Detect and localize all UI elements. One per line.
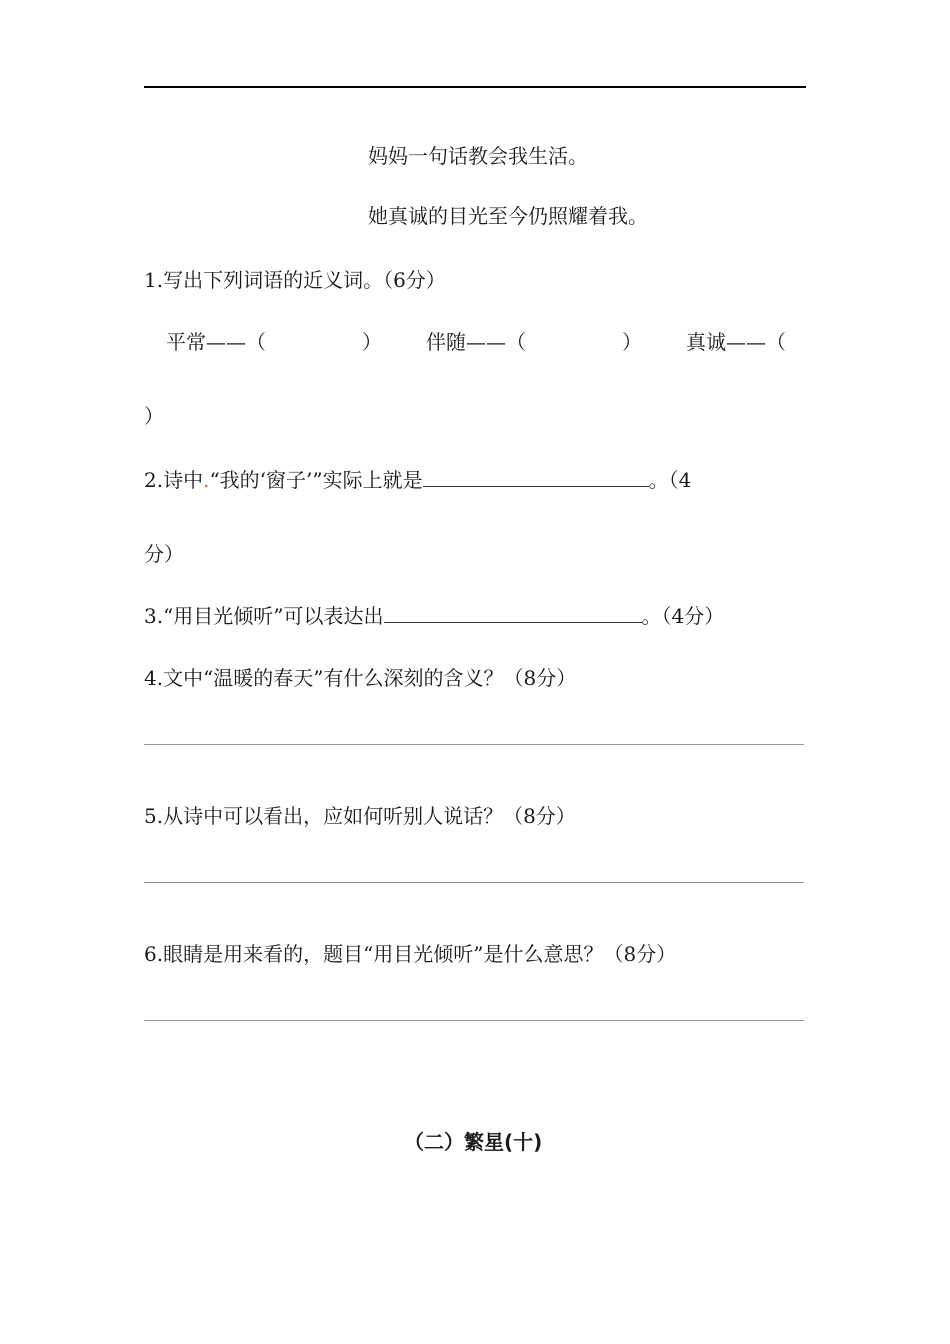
poem-line-1: 妈妈一句话教会我生活。 bbox=[368, 144, 588, 168]
q2-middle: “我的‘窗子’”实际上就是 bbox=[209, 468, 423, 492]
q3-prefix: 3.“用目光倾听”可以表达出 bbox=[144, 604, 384, 628]
q1-item-2-word: 伴随——（ bbox=[426, 330, 526, 354]
question-4: 4.文中“温暖的春天”有什么深刻的含义？（8分） bbox=[144, 666, 577, 690]
q2-wrap: 分） bbox=[144, 542, 184, 566]
question-5: 5.从诗中可以看出，应如何听别人说话？（8分） bbox=[144, 804, 576, 828]
top-rule bbox=[144, 86, 806, 88]
q1-item-1-close: ） bbox=[362, 330, 382, 354]
section-title: （二）繁星(十) bbox=[404, 1130, 543, 1154]
q4-answer-line[interactable] bbox=[144, 744, 804, 745]
q2-answer-blank[interactable] bbox=[423, 466, 649, 487]
q2-prefix: 2.诗中 bbox=[144, 468, 204, 492]
q3-answer-blank[interactable] bbox=[384, 602, 642, 623]
q2-suffix: 。（4 bbox=[648, 468, 692, 492]
question-3 bbox=[144, 600, 724, 629]
question-2 bbox=[144, 464, 691, 493]
q1-item-1-word: 平常——（ bbox=[166, 330, 266, 354]
q2-dot: . bbox=[203, 468, 210, 492]
q5-answer-line[interactable] bbox=[144, 882, 804, 883]
q1-item-3-word: 真诚——（ bbox=[686, 330, 786, 354]
poem-line-2: 她真诚的目光至今仍照耀着我。 bbox=[368, 204, 648, 228]
q1-item-2-close: ） bbox=[622, 330, 642, 354]
question-1: 1.写出下列词语的近义词。（6分） bbox=[144, 268, 446, 292]
q1-item-3-close: ） bbox=[144, 404, 164, 428]
q6-answer-line[interactable] bbox=[144, 1020, 804, 1021]
question-6: 6.眼睛是用来看的，题目“用目光倾听”是什么意思？（8分） bbox=[144, 942, 677, 966]
q3-suffix: 。（4分） bbox=[641, 604, 725, 628]
